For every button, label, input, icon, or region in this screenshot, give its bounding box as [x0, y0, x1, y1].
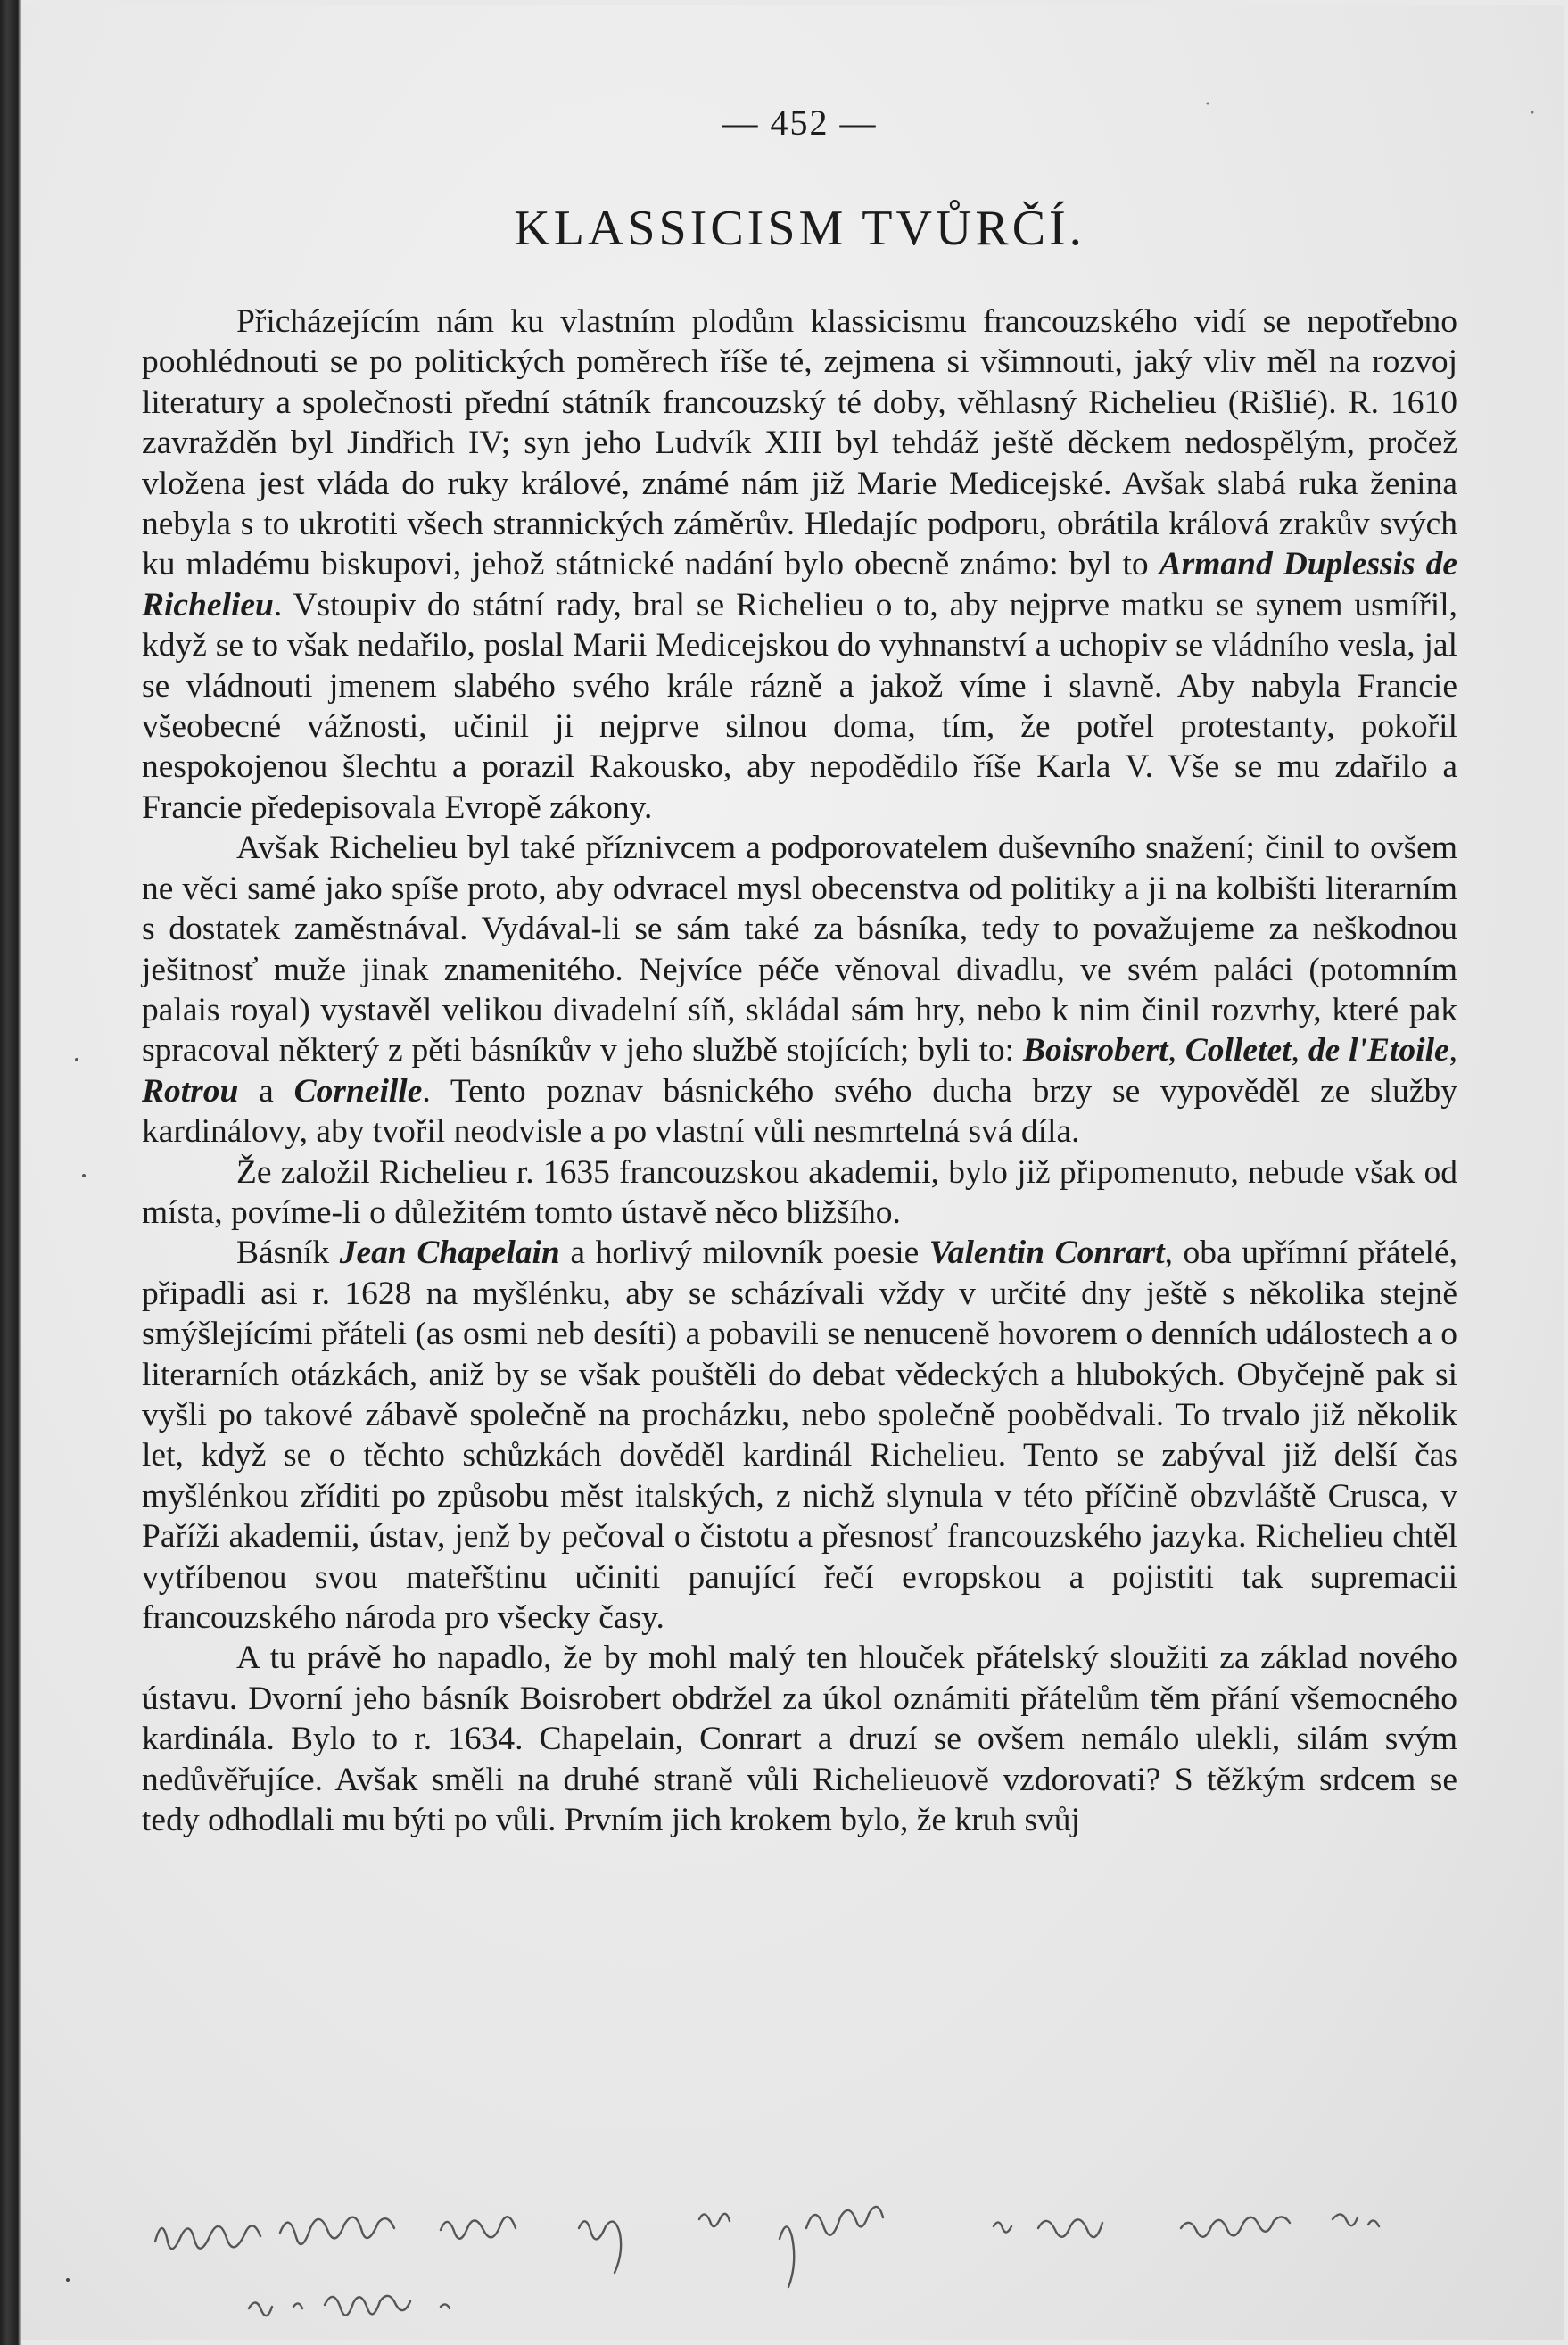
italic-name: Jean Chapelain: [339, 1234, 560, 1272]
text-run: . Vstoupiv do státní rady, bral se Richelieu o to, aby nejprve matku se synem usmířil, když se to však nedařilo, poslal Marii Medicejskou do vyhnanství a uchopiv se vládního vesla, jal se vládnouti jmenem slabého svého krále rázně a jakož víme i slavně. Aby nabyla Francie všeobecné vážnosti, učinil ji nejprve silnou doma, tím, že potřel protestanty, pokořil nespokojenou šlechtu a porazil Rakousko, aby nepodědilo říše Karla V. Vše se mu zdařilo a Francie předepisovala Evropě zákony.: [142, 586, 1457, 826]
text-run: ,: [1448, 1032, 1458, 1069]
italic-name: Corneille: [293, 1072, 423, 1110]
paragraph: [142, 301, 1457, 828]
italic-name: Colletet: [1184, 1032, 1292, 1069]
italic-name: Armand Duplessis de Richelieu: [142, 546, 1457, 623]
text-run: ,: [1168, 1032, 1185, 1069]
paragraph: [142, 828, 1457, 1152]
speck: [82, 1174, 86, 1177]
speck: [75, 1058, 78, 1061]
text-run: a: [238, 1072, 294, 1110]
body-text: [142, 301, 1457, 1840]
text-run: , oba upřímní přátelé, připadli asi r. 1628 na myšlénku, aby se scházívali vždy v určité dny ještě s několika stejně smýšlejícími přáteli (as osmi neb desíti) a pobavili se nenuceně hovorem o denních událostech a o literarních otázkách, aniž by se však pouštěli do debat vědeckých a hlubokých. Obyčejně pak si vyšli po takové zábavě společně na procházku, nebo společně poobědvali. To trvalo již několik let, když se o těchto schůzkách dověděl kardinál Richelieu. Tento se zabýval již delší čas myšlénkou zříditi po způsobu měst italských, z nichž slynula v této příčině obzvláště Crusca, v Paříži akademii, ústav, jenž by pečoval o čistotu a přesnosť francouzského jazyka. Richelieu chtěl vytříbenou svou mateřštinu učiniti panující řečí evropskou a pojistiti tak supremacii francouzského národa pro všecky časy.: [142, 1234, 1457, 1636]
page-number: — 452 —: [722, 103, 878, 143]
paragraph: [142, 1152, 1457, 1234]
handwriting-scribble: [21, 2192, 1538, 2335]
text-run: . Tento poznav básnického svého ducha brzy se vypověděl ze služby kardinálovy, aby tvořil neodvisle a po vlastní vůli nesmrtelná svá díla.: [142, 1072, 1457, 1151]
text-run: Básník: [236, 1234, 340, 1272]
text-run: Přicházejícím nám ku vlastním plodům klassicismu francouzského vidí se nepotřebno poohlédnouti se po politických poměrech říše té, zejmena si všimnouti, jaký vliv měl na rozvoj literatury a společnosti přední státník francouzský té doby, věhlasný Richelieu (Rišlié). R. 1610 zavražděn byl Jindřich IV; syn jeho Ludvík XIII byl tehdáž ještě děckem nedospělým, pročež vložena jest vláda do ruky králové, známé nám již Marie Medicejské. Avšak slabá ruka ženina nebyla s to ukrotiti všech strannických záměrův. Hledajíc podporu, obrátila králová zrakův svých ku mladému biskupovi, jehož státnické nadání bylo obecně známo: byl to: [142, 303, 1457, 583]
paragraph: [142, 1233, 1457, 1638]
text-run: ,: [1291, 1032, 1308, 1069]
italic-name: Boisrobert: [1022, 1032, 1168, 1069]
text-run: a horlivý milovník poesie: [559, 1234, 929, 1272]
text-run: Avšak Richelieu byl také příznivcem a podporovatelem duševního snažení; činil to ovšem ne věci samé jako spíše proto, aby odvracel mysl obecenstva od politiky a ji na kolbišti literarním s dostatek zaměstnával. Vydával-li se sám také za básníka, tedy to považujeme za neškodnou ješitnosť muže jinak znamenitého. Nejvíce péče věnoval divadlu, ve svém paláci (potomním palais royal) vystavěl velikou divadelní síň, skládal sám hry, nebo k nim činil rozvrhy, které pak spracoval některý z pěti básníkův v jeho službě stojících; byli to:: [142, 830, 1457, 1069]
text-run: Že založil Richelieu r. 1635 francouzskou akademii, bylo již připomenuto, nebude však od místa, povíme-li o důležitém tomto ústavě něco bližšího.: [142, 1153, 1457, 1231]
handwritten-pencil-note: [21, 2192, 1538, 2335]
italic-name: Rotrou: [142, 1072, 239, 1110]
text-run: A tu právě ho napadlo, že by mohl malý ten hlouček přátelský sloužiti za základ nového ústavu. Dvorní jeho básník Boisrobert obdržel za úkol oznámiti přátelům těm přání všemocného kardinála. Bylo to r. 1634. Chapelain, Conrart a druzí se ovšem nemálo ulekli, silám svým nedůvěřujíce. Avšak směli na druhé straně vůli Richelieuově vzdorovati? S těžkým srdcem se tedy odhodlali mu býti po vůli. Prvním jich krokem bylo, že kruh svůj: [142, 1639, 1457, 1839]
chapter-title: KLASSICISM TVŮRČÍ.: [514, 201, 1085, 256]
italic-name: de l'Etoile: [1308, 1032, 1449, 1069]
book-page: [21, 5, 1564, 2340]
speck: [1531, 111, 1534, 114]
paragraph: [142, 1638, 1457, 1840]
italic-name: Valentin Conrart: [928, 1234, 1165, 1272]
